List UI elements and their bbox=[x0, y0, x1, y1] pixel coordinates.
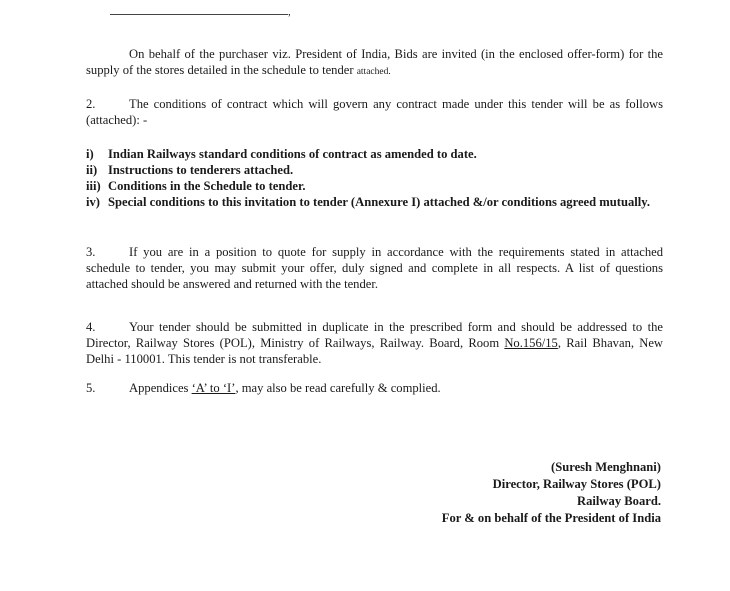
condition-label: iii) bbox=[86, 179, 101, 193]
condition-item bbox=[86, 146, 663, 162]
signatory-designation: Director, Railway Stores (POL) bbox=[492, 477, 661, 491]
paragraph-5 bbox=[86, 380, 663, 396]
intro-suffix: attached. bbox=[356, 67, 391, 77]
paragraph-4-text: Your tender should be submitted in duplicate in the prescribed form and should be addressed to the Director, Railway Stores (POL), Ministry of Railways, Railway. Board, Room bbox=[86, 320, 663, 350]
blank-line-mark: , bbox=[288, 6, 291, 18]
paragraph-5-number: 5. bbox=[86, 381, 96, 395]
paragraph-4-number: 4. bbox=[86, 320, 96, 334]
paragraph-5-text-end: , may also be read carefully & complied. bbox=[235, 381, 441, 395]
paragraph-2-number: 2. bbox=[86, 97, 96, 111]
signature-block bbox=[442, 459, 661, 527]
paragraph-3 bbox=[86, 244, 663, 292]
paragraph-2-text: The conditions of contract which will govern any contract made under this tender will be as follows (attached): - bbox=[86, 97, 663, 127]
appendix-range: ‘A’ to ‘I’ bbox=[191, 381, 236, 395]
condition-label: i) bbox=[86, 147, 94, 161]
condition-text: Indian Railways standard conditions of contract as amended to date. bbox=[108, 147, 477, 161]
blank-line bbox=[110, 14, 288, 15]
paragraph-3-text: If you are in a position to quote for supply in accordance with the requirements stated in attached schedule to tender, you may submit your offer, duly signed and complete in all respects. A list of questions attached should be answered and returned with the tender. bbox=[86, 245, 663, 291]
condition-text: Instructions to tenderers attached. bbox=[108, 163, 294, 177]
condition-item bbox=[86, 178, 663, 194]
paragraph-5-text: Appendices bbox=[129, 381, 189, 395]
room-number: No.156/15 bbox=[504, 336, 558, 350]
intro-text: On behalf of the purchaser viz. President of India, Bids are invited (in the enclosed offer-form) for the supply of the stores detailed in the schedule to tender bbox=[86, 47, 663, 77]
condition-label: iv) bbox=[86, 195, 100, 209]
condition-item bbox=[86, 162, 663, 178]
condition-label: ii) bbox=[86, 163, 98, 177]
paragraph-4-text-end: , Rail Bhavan, New Delhi - 110001. This tender is not transferable. bbox=[86, 336, 664, 366]
conditions-list bbox=[86, 146, 663, 210]
condition-text: Conditions in the Schedule to tender. bbox=[108, 179, 306, 193]
condition-text: Special conditions to this invitation to tender (Annexure I) attached &/or conditions agreed mutually. bbox=[108, 195, 651, 209]
intro-paragraph bbox=[86, 46, 663, 80]
signatory-office: Railway Board. bbox=[577, 494, 661, 508]
paragraph-2 bbox=[86, 96, 663, 128]
paragraph-3-number: 3. bbox=[86, 245, 96, 259]
paragraph-4 bbox=[86, 319, 663, 367]
signatory-on-behalf: For & on behalf of the President of India bbox=[441, 511, 661, 525]
signatory-name: (Suresh Menghnani) bbox=[551, 460, 661, 474]
condition-item bbox=[86, 194, 663, 210]
